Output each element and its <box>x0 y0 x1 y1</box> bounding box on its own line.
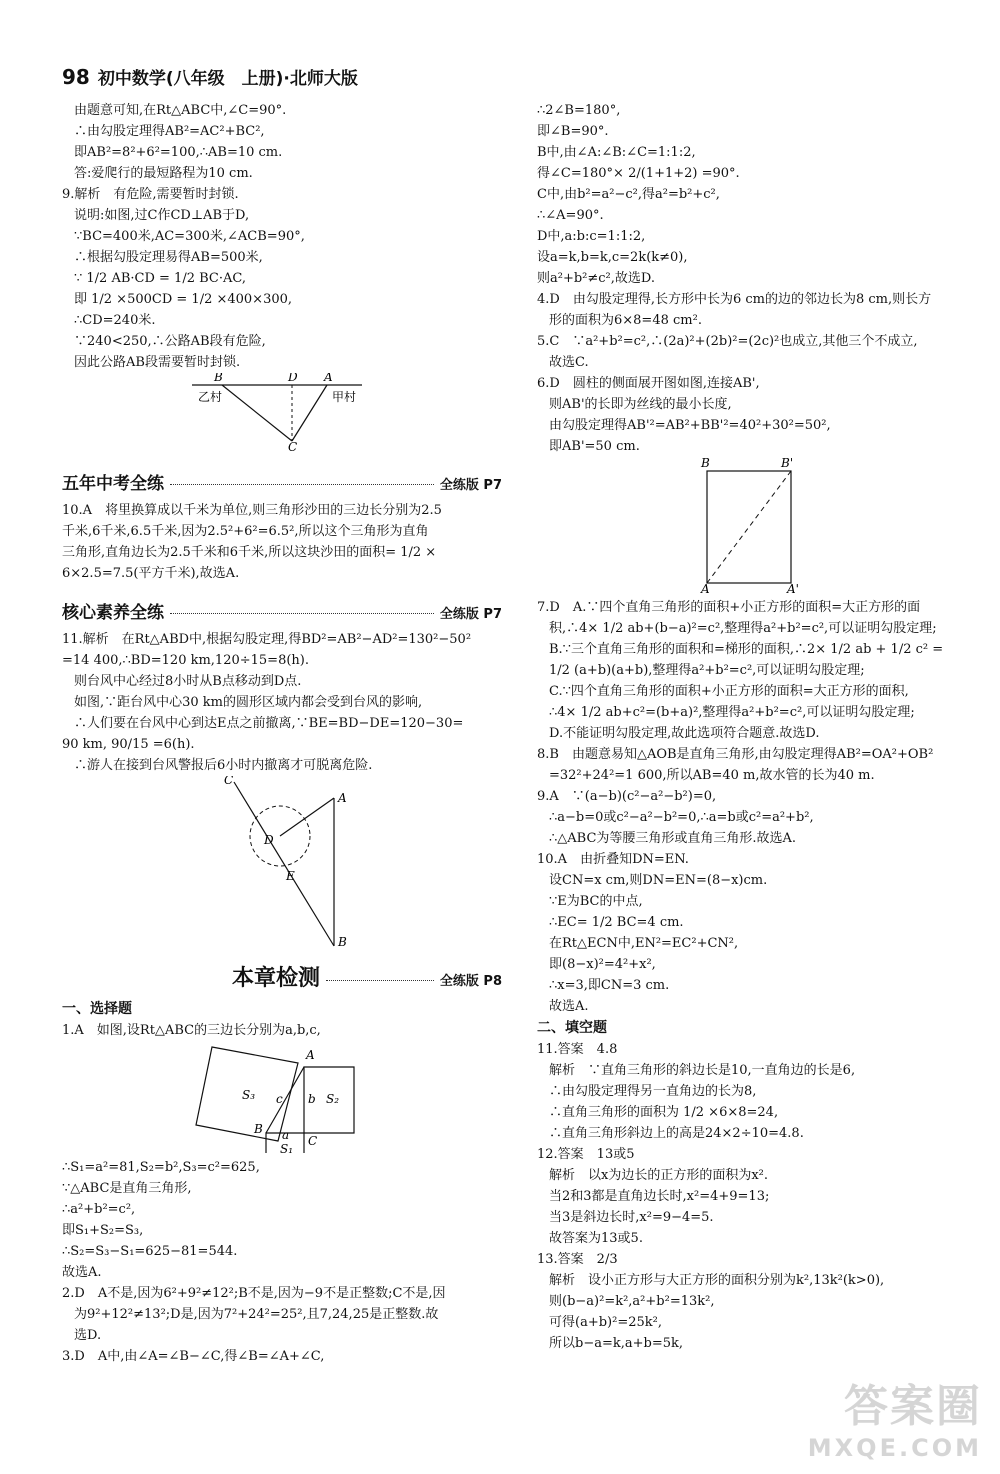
dotted-leader <box>326 980 434 981</box>
text-line: 说明:如图,过C作CD⊥AB于D, <box>74 208 250 223</box>
text-line: =14 400,∴BD=120 km,120÷15=8(h). <box>62 653 309 668</box>
label-b: b <box>308 1092 316 1106</box>
text-line: 得∠C=180°× 2/(1+1+2) =90°. <box>537 166 740 181</box>
text-line: 形的面积为6×8=48 cm². <box>549 313 702 328</box>
text-line: 故选C. <box>549 355 589 370</box>
label-C: C <box>224 776 234 787</box>
text-line: ∴S₁=a²=81,S₂=b²,S₃=c²=625, <box>62 1160 260 1175</box>
text-line: 9.A ∵(a−b)(c²−a²−b²)=0, <box>537 789 717 804</box>
label-B: B <box>338 935 347 949</box>
answer-8 <box>537 744 977 786</box>
text-line: 当2和3都是直角边长时,x²=4+9=13; <box>549 1189 770 1204</box>
text-line: ∴直角三角形的面积为 1/2 ×6×8=24, <box>549 1105 779 1120</box>
text-line: 则a²+b²≠c²,故选D. <box>537 271 655 286</box>
figure-road-villages <box>62 373 502 451</box>
answer-9 <box>537 786 977 849</box>
answer-2 <box>62 1283 502 1346</box>
label-D: D <box>264 833 274 847</box>
right-column <box>537 100 977 1354</box>
text-line: ∴人们要在台风中心到达E点之前撤离,∵BE=BD−DE=120−30= <box>74 716 464 731</box>
watermark-line1: 答案圈 <box>844 1381 982 1432</box>
text-line: ∴2∠B=180°, <box>537 103 621 118</box>
left-column <box>62 100 502 1367</box>
text-line: 7.D A.∵四个直角三角形的面积+小正方形的面积=大正方形的面 <box>537 600 921 615</box>
answer-12 <box>537 1144 977 1249</box>
answer-3-cont <box>537 100 977 289</box>
chapter-title: 本章检测 <box>232 966 321 991</box>
text-line: ∴△ABC为等腰三角形或直角三角形.故选A. <box>549 831 797 846</box>
answer-9 <box>62 184 502 373</box>
answer-11 <box>62 629 502 776</box>
text-line: 积,∴4× 1/2 ab+(b−a)²=c²,整理得a²+b²=c²,可以证明勾股定理; <box>549 621 937 636</box>
label-village-yi: 乙村 <box>198 390 223 404</box>
text-line: 故答案为13或5. <box>549 1231 643 1246</box>
text-line: 则AB'的长即为丝线的最小长度, <box>549 397 732 412</box>
label-S2: S₂ <box>326 1092 340 1106</box>
answer-5 <box>537 331 977 373</box>
text-line: 6.D 圆柱的侧面展开图如图,连接AB', <box>537 376 760 391</box>
answer-7 <box>537 597 977 744</box>
dotted-leader <box>170 484 434 485</box>
text-line: 90 km, 90/15 =6(h). <box>62 737 195 752</box>
dotted-leader <box>170 613 434 614</box>
label-S3: S₃ <box>242 1088 256 1102</box>
text-line: 解析 以x为边长的正方形的面积为x². <box>549 1168 769 1183</box>
text-line: 6×2.5=7.5(平方千米),故选A. <box>62 566 240 581</box>
label-B-prime: B' <box>781 457 794 470</box>
label-B: B <box>701 457 710 470</box>
label-A: A <box>701 582 710 593</box>
text-line: 解析 设小正方形与大正方形的面积分别为k²,13k²(k>0), <box>549 1273 885 1288</box>
page-header <box>62 64 358 89</box>
text-line: B.∵三个直角三角形的面积和=梯形的面积,∴2× 1/2 ab + 1/2 c² = <box>549 642 944 657</box>
figure-squares <box>62 1041 502 1153</box>
text-line: 在Rt△ECN中,EN²=EC²+CN², <box>549 936 739 951</box>
text-line: 1/2 (a+b)(a+b),整理得a²+b²=c²,可以证明勾股定理; <box>549 663 865 678</box>
text-line: 4.D 由勾股定理得,长方形中长为6 cm的边的邻边长为8 cm,则长方 <box>537 292 932 307</box>
text-line: 则台风中心经过8小时从B点移动到D点. <box>74 674 302 689</box>
text-line: ∴CD=240米. <box>74 313 156 328</box>
text-line: =32²+24²=1 600,所以AB=40 m,故水管的长为40 m. <box>549 768 875 783</box>
text-line: 因此公路AB段需要暂时封锁. <box>74 355 241 370</box>
text-line: 即AB²=8²+6²=100,∴AB=10 cm. <box>74 145 283 160</box>
text-line: D.不能证明勾股定理,故此选项符合题意.故选D. <box>549 726 820 741</box>
text-line: 10.A 将里换算成以千米为单位,则三角形沙田的三边长分别为2.5 <box>62 503 442 518</box>
text-line: 为9²+12²≠13²;D是,因为7²+24²=25²,且7,24,25是正整数.故 <box>74 1307 439 1322</box>
watermark-logo <box>808 1370 982 1462</box>
text-line: ∴a−b=0或c²−a²−b²=0,∴a=b或c²=a²+b², <box>549 810 814 825</box>
section-page-ref: 全练版 P7 <box>439 478 502 493</box>
text-line: ∴4× 1/2 ab+c²=(b+a)²,整理得a²+b²=c²,可以证明勾股定理; <box>549 705 915 720</box>
text-line: ∴∠A=90°. <box>537 208 604 223</box>
text-line: 1.A 如图,设Rt△ABC的三边长分别为a,b,c, <box>62 1023 321 1038</box>
text-line: 13.答案 2/3 <box>537 1252 618 1267</box>
text-line: 解析 ∵直角三角形的斜边长是10,一直角边的长是6, <box>549 1063 856 1078</box>
text-line: 8.B 由题意易知△AOB是直角三角形,由勾股定理得AB²=OA²+OB² <box>537 747 934 762</box>
label-D: D <box>288 373 298 384</box>
text-line: ∵E为BC的中点, <box>549 894 643 909</box>
label-A: A <box>324 373 333 384</box>
text-line: ∵ 1/2 AB·CD = 1/2 BC·AC, <box>74 271 246 286</box>
text-line: 设CN=x cm,则DN=EN=(8−x)cm. <box>549 873 768 888</box>
section-header-hexin <box>62 598 502 623</box>
section-title: 核心素养全练 <box>62 603 164 623</box>
label-c: c <box>276 1092 283 1106</box>
text-line: 所以b−a=k,a+b=5k, <box>549 1336 684 1351</box>
text-line: 即∠B=90°. <box>537 124 609 139</box>
text-line: 千米,6千米,6.5千米,因为2.5²+6²=6.5²,所以这个三角形为直角 <box>62 524 429 539</box>
text-line: 2.D A不是,因为6²+9²≠12²;B不是,因为−9不是正整数;C不是,因 <box>62 1286 446 1301</box>
answer-10 <box>62 500 502 584</box>
text-line: 选D. <box>74 1328 102 1343</box>
text-line: 11.解析 在Rt△ABD中,根据勾股定理,得BD²=AB²−AD²=130²−50² <box>62 632 472 647</box>
text-line: 即S₁+S₂=S₃, <box>62 1223 144 1238</box>
answer-1-cont <box>62 1157 502 1283</box>
answer-11 <box>537 1039 977 1144</box>
section-header-zhongkao <box>62 469 502 494</box>
book-title: 初中数学(八年级 上册)·北师大版 <box>97 69 358 89</box>
answer-3: 3.D A中,由∠A=∠B−∠C,得∠B=∠A+∠C, <box>62 1349 325 1364</box>
text-line: 即 1/2 ×500CD = 1/2 ×400×300, <box>74 292 293 307</box>
label-a: a <box>282 1128 290 1142</box>
answer-6 <box>537 373 977 457</box>
answer-4 <box>537 289 977 331</box>
text-line: ∵BC=400米,AC=300米,∠ACB=90°, <box>74 229 305 244</box>
text-line: 9.解析 有危险,需要暂时封锁. <box>62 187 239 202</box>
text-line: 即(8−x)²=4²+x², <box>549 957 656 972</box>
label-B: B <box>254 1122 263 1136</box>
text-line: 三角形,直角边长为2.5千米和6千米,所以这块沙田的面积= 1/2 × <box>62 545 437 560</box>
text-line: 答:爱爬行的最短路程为10 cm. <box>74 166 253 181</box>
text-line: ∴游人在接到台风警报后6小时内撤离才可脱离危险. <box>74 758 373 773</box>
text-line: 则(b−a)²=k²,a²+b²=13k², <box>549 1294 715 1309</box>
section-page-ref: 全练版 P8 <box>439 974 502 989</box>
text-line: 12.答案 13或5 <box>537 1147 635 1162</box>
chapter-test-header <box>62 961 502 992</box>
text-line: ∵240<250,∴公路AB段有危险, <box>74 334 266 349</box>
label-A-prime: A' <box>787 582 799 593</box>
figure-cylinder-unfold <box>537 457 977 593</box>
label-A: A <box>306 1048 315 1062</box>
label-A: A <box>338 791 347 805</box>
text-line: 即AB'=50 cm. <box>549 439 640 454</box>
answer-10 <box>537 849 977 1017</box>
text-line: 当3是斜边长时,x²=9−4=5. <box>549 1210 714 1225</box>
figure-typhoon <box>62 776 502 951</box>
text-line: ∴直角三角形斜边上的高是24×2÷10=4.8. <box>549 1126 804 1141</box>
text-line: 故选A. <box>62 1265 102 1280</box>
text-line: 如图,∵距台风中心30 km的圆形区域内都会受到台风的影响, <box>74 695 423 710</box>
watermark-line2: MXQE.COM <box>807 1434 982 1462</box>
text-line: 由题意可知,在Rt△ABC中,∠C=90°. <box>74 103 287 118</box>
text-line: 由勾股定理得AB'²=AB²+BB'²=40²+30²=50², <box>549 418 831 433</box>
text-line: D中,a:b:c=1:1:2, <box>537 229 646 244</box>
text-line: ∴x=3,即CN=3 cm. <box>549 978 670 993</box>
section-page-ref: 全练版 P7 <box>439 607 502 622</box>
label-S1: S₁ <box>280 1142 294 1153</box>
section-title: 五年中考全练 <box>62 474 164 494</box>
text-line: 5.C ∵a²+b²=c²,∴(2a)²+(2b)²=(2c)²也成立,其他三个不成立, <box>537 334 918 349</box>
label-C: C <box>308 1134 318 1148</box>
text-line: B中,由∠A:∠B:∠C=1:1:2, <box>537 145 696 160</box>
page-number: 98 <box>62 65 90 89</box>
answer-13 <box>537 1249 977 1354</box>
text-line: ∴S₂=S₃−S₁=625−81=544. <box>62 1244 238 1259</box>
text-line: ∵△ABC是直角三角形, <box>62 1181 192 1196</box>
text-line: ∴EC= 1/2 BC=4 cm. <box>549 915 684 930</box>
label-C: C <box>288 440 298 451</box>
label-B: B <box>214 373 223 384</box>
label-E: E <box>286 869 295 883</box>
part-heading: 一、选择题 <box>62 1001 132 1017</box>
text-line: 11.答案 4.8 <box>537 1042 618 1057</box>
text-line: 可得(a+b)²=25k², <box>549 1315 662 1330</box>
text-line: ∴a²+b²=c², <box>62 1202 136 1217</box>
part-heading: 二、填空题 <box>537 1020 607 1036</box>
label-village-jia: 甲村 <box>332 390 357 404</box>
text-line: C中,由b²=a²−c²,得a²=b²+c², <box>537 187 720 202</box>
text-line: 10.A 由折叠知DN=EN. <box>537 852 689 867</box>
answer-block-continued <box>62 100 502 184</box>
text-line: ∴由勾股定理得另一直角边的长为8, <box>549 1084 757 1099</box>
text-line: 设a=k,b=k,c=2k(k≠0), <box>537 250 688 265</box>
text-line: C.∵四个直角三角形的面积+小正方形的面积=大正方形的面积, <box>549 684 909 699</box>
text-line: ∴根据勾股定理易得AB=500米, <box>74 250 263 265</box>
text-line: ∴由勾股定理得AB²=AC²+BC², <box>74 124 265 139</box>
text-line: 故选A. <box>549 999 589 1014</box>
